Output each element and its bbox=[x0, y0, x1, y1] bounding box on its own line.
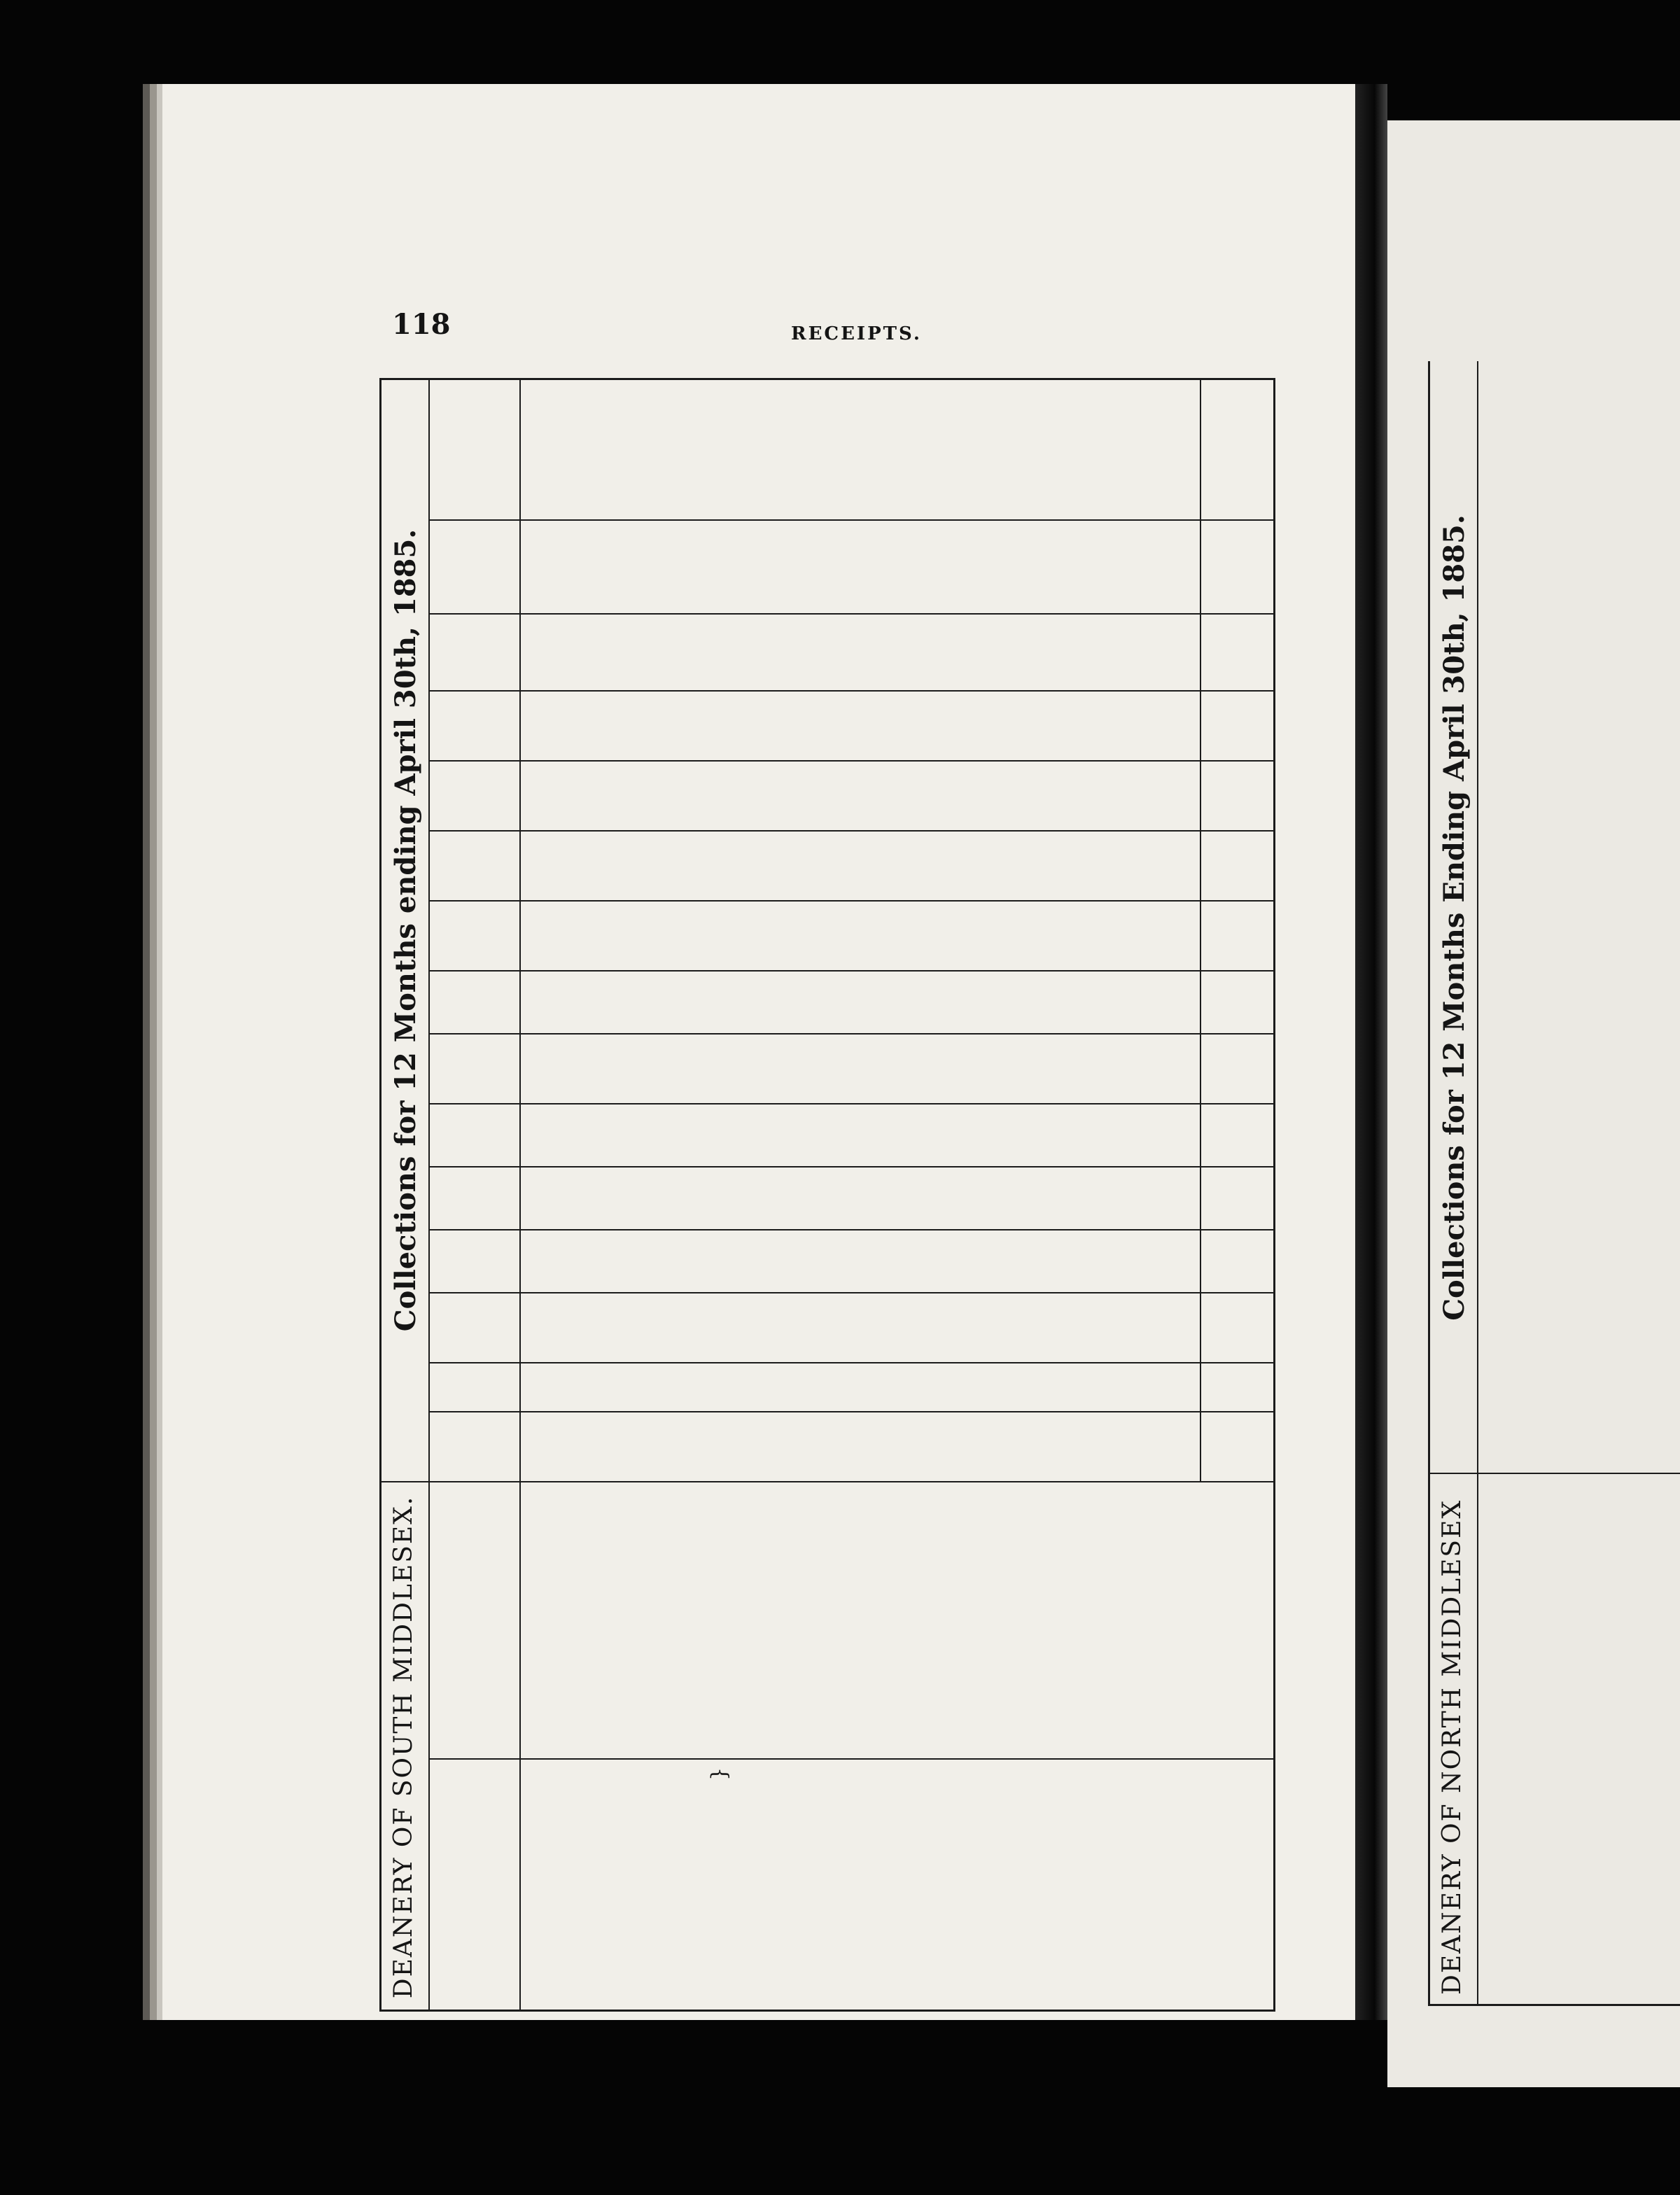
column-rule bbox=[428, 1033, 1275, 1035]
column-rule bbox=[428, 1229, 1275, 1230]
column-rule bbox=[428, 1362, 1275, 1363]
page-number: 118 bbox=[392, 308, 451, 341]
collections-title: Collections for 12 Months ending April 30th, 1885. bbox=[389, 528, 422, 1332]
collections-table bbox=[379, 378, 1275, 2012]
column-rule bbox=[428, 1166, 1275, 1167]
column-rule bbox=[428, 613, 1275, 615]
column-rule bbox=[428, 519, 1275, 521]
right-page-table bbox=[1428, 361, 1680, 2006]
column-rule bbox=[428, 900, 1275, 902]
running-head: RECEIPTS. bbox=[791, 323, 922, 344]
column-rule bbox=[428, 760, 1275, 762]
row-bracket: } bbox=[706, 1767, 732, 1781]
deanery-title: DEANERY OF SOUTH MIDDLESEX. bbox=[389, 1495, 418, 1999]
column-rule bbox=[428, 690, 1275, 692]
book-gutter bbox=[1355, 84, 1387, 2020]
right-collections-title: Collections for 12 Months Ending April 30th, 1885. bbox=[1438, 514, 1471, 1321]
column-rule bbox=[428, 970, 1275, 972]
column-rule bbox=[428, 1481, 1275, 1482]
column-rule bbox=[428, 1758, 1275, 1760]
column-rule bbox=[428, 1411, 1275, 1412]
right-deanery-title: DEANERY OF NORTH MIDDLESEX bbox=[1438, 1499, 1466, 1995]
column-rule bbox=[428, 1103, 1275, 1104]
column-rule bbox=[428, 1292, 1275, 1293]
table-frame bbox=[379, 378, 1275, 2012]
column-rule bbox=[428, 830, 1275, 832]
